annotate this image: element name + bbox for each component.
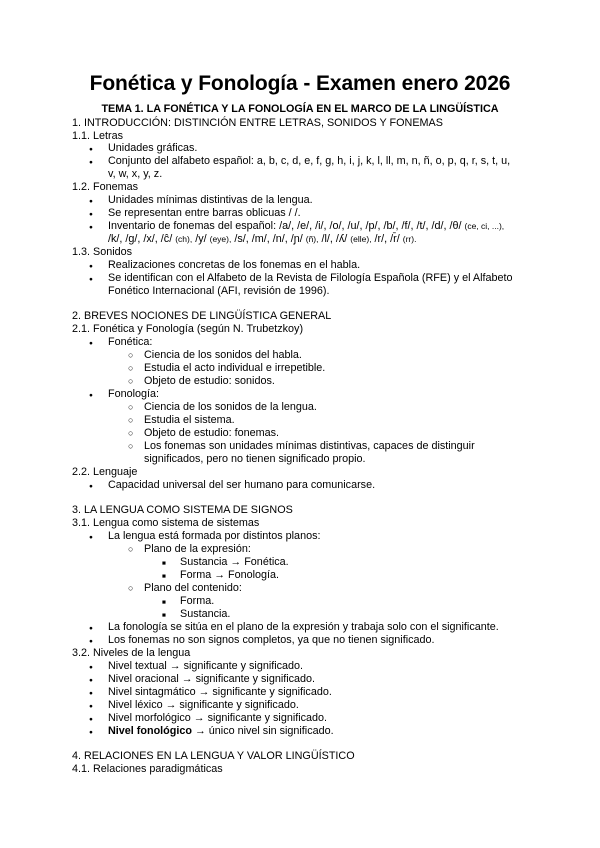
phoneme-example: (ce, ci, ...), bbox=[464, 221, 505, 231]
section-heading: 4. RELACIONES EN LA LENGUA Y VALOR LINGÜÍSTICO bbox=[72, 750, 355, 762]
list-item: ● Conjunto del alfabeto español: a, b, c, d, e, f, g, h, i, j, k, l, ll, m, n, ñ, o, p, q, r, s, t, u, bbox=[108, 155, 510, 168]
subsection-heading: 4.1. Relaciones paradigmáticas bbox=[72, 763, 223, 775]
list-item: ● Fonética: bbox=[108, 336, 152, 349]
list-item: ● Unidades gráficas. bbox=[108, 142, 197, 155]
sub-list-item: ○ Plano de la expresión: bbox=[144, 543, 251, 556]
sub-sub-list-item: ■ Sustancia. bbox=[180, 608, 230, 621]
list-item-continuation bbox=[108, 233, 416, 246]
subsection-heading: 2.2. Lenguaje bbox=[72, 466, 138, 478]
phoneme-example: (ñ), bbox=[305, 234, 319, 244]
list-item bbox=[108, 220, 504, 233]
list-item: ● La fonología se sitúa en el plano de la expresión y trabaja solo con el significante. bbox=[108, 621, 499, 634]
sub-sub-list-item: ■ Forma → Fonología. bbox=[180, 569, 279, 582]
sub-list-item: ○ Ciencia de los sonidos de la lengua. bbox=[144, 401, 317, 414]
subsection-heading: 3.1. Lengua como sistema de sistemas bbox=[72, 517, 260, 529]
topic-title: TEMA 1. LA FONÉTICA Y LA FONOLOGÍA EN EL MARCO DE LA LINGÜÍSTICA bbox=[101, 103, 499, 115]
list-item bbox=[108, 725, 334, 738]
sub-list-item: ○ Ciencia de los sonidos del habla. bbox=[144, 349, 302, 362]
page-title: Fonética y Fonología - Examen enero 2026 bbox=[89, 72, 511, 95]
subsection-heading: 1.1. Letras bbox=[72, 130, 124, 142]
subsection-heading: 3.2. Niveles de la lengua bbox=[72, 647, 191, 659]
subsection-heading: 1.2. Fonemas bbox=[72, 181, 139, 193]
sub-list-item: ○ Los fonemas son unidades mínimas distintivas, capaces de distinguir bbox=[144, 440, 475, 453]
subsection-heading: 1.3. Sonidos bbox=[72, 246, 133, 258]
list-item: ● Unidades mínimas distintivas de la lengua. bbox=[108, 194, 313, 207]
phoneme-inventory-text: /r/, /r̄/ bbox=[371, 233, 403, 245]
list-item-continuation: Fonético Internacional (AFI, revisión de 1996). bbox=[108, 285, 330, 297]
list-item: ● Nivel sintagmático → significante y significado. bbox=[108, 686, 332, 699]
list-item-continuation: v, w, x, y, z. bbox=[108, 168, 163, 180]
sub-sub-list-item: ■ Forma. bbox=[180, 595, 214, 608]
section-heading: 3. LA LENGUA COMO SISTEMA DE SIGNOS bbox=[72, 504, 293, 516]
list-item: ● Nivel oracional → significante y significado. bbox=[108, 673, 315, 686]
phoneme-example: (rr). bbox=[402, 234, 417, 244]
subsection-heading: 2.1. Fonética y Fonología (según N. Trubetzkoy) bbox=[72, 323, 304, 335]
list-item: ● La lengua está formada por distintos planos: bbox=[108, 530, 320, 543]
list-item: ● Los fonemas no son signos completos, ya que no tienen significado. bbox=[108, 634, 435, 647]
list-item: ● Capacidad universal del ser humano para comunicarse. bbox=[108, 479, 375, 492]
section-heading: 1. INTRODUCCIÓN: DISTINCIÓN ENTRE LETRAS, SONIDOS Y FONEMAS bbox=[72, 117, 443, 129]
sub-list-item: ○ Estudia el sistema. bbox=[144, 414, 235, 427]
sub-list-item: ○ Objeto de estudio: sonidos. bbox=[144, 375, 275, 388]
list-item: ● Nivel textual → significante y significado. bbox=[108, 660, 303, 673]
phoneme-inventory-text: /y/ bbox=[192, 233, 210, 245]
list-item: ● Nivel morfológico → significante y significado. bbox=[108, 712, 327, 725]
list-item: ● Realizaciones concretas de los fonemas en el habla. bbox=[108, 259, 360, 272]
list-item: ● Fonología: bbox=[108, 388, 159, 401]
phoneme-inventory-text: Inventario de fonemas del español: /a/, /e/, /i/, /o/, /u/, /p/, /b/, /f/, /t/, /d/, /θ/ bbox=[108, 220, 465, 232]
section-heading: 2. BREVES NOCIONES DE LINGÜÍSTICA GENERAL bbox=[72, 310, 332, 322]
phoneme-inventory-text: /s/, /m/, /n/, /ɲ/ bbox=[231, 233, 306, 245]
phoneme-example: (eye), bbox=[209, 234, 232, 244]
emphasis-text: Nivel fonológico bbox=[108, 725, 192, 737]
phoneme-inventory-text: /k/, /g/, /x/, /ĉ/ bbox=[108, 233, 176, 245]
sub-list-item: ○ Estudia el acto individual e irrepetible. bbox=[144, 362, 325, 375]
list-item: ● Se identifican con el Alfabeto de la Revista de Filología Española (RFE) y el Alfabeto bbox=[108, 272, 513, 285]
sub-sub-list-item: ■ Sustancia → Fonética. bbox=[180, 556, 289, 569]
sub-list-item: ○ Objeto de estudio: fonemas. bbox=[144, 427, 279, 440]
phoneme-inventory-text: /l/, /ʎ/ bbox=[318, 233, 351, 245]
sub-list-item-continuation: significados, pero no tienen significado propio. bbox=[144, 453, 366, 465]
sub-list-item: ○ Plano del contenido: bbox=[144, 582, 242, 595]
phoneme-example: (elle), bbox=[350, 234, 372, 244]
list-item-text: → único nivel sin significado. bbox=[191, 725, 334, 737]
phoneme-example: (ch), bbox=[175, 234, 193, 244]
list-item: ● Se representan entre barras oblicuas / /. bbox=[108, 207, 301, 220]
list-item: ● Nivel léxico → significante y significado. bbox=[108, 699, 299, 712]
